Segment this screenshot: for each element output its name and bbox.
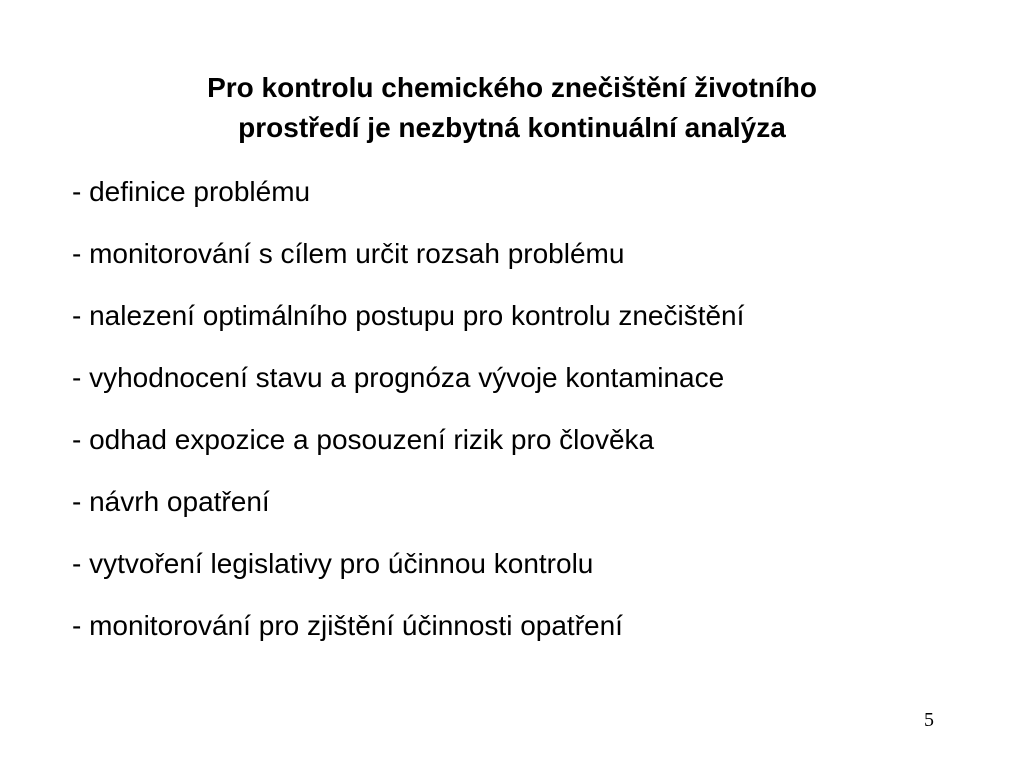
bullet-item: - odhad expozice a posouzení rizik pro člověka: [72, 424, 655, 455]
bullet-item: - vyhodnocení stavu a prognóza vývoje kontaminace: [72, 362, 725, 393]
bullet-item: - monitorování s cílem určit rozsah problému: [72, 238, 625, 269]
bullet-item: - monitorování pro zjištění účinnosti opatření: [72, 610, 623, 641]
title-line-1: Pro kontrolu chemického znečištění životního: [207, 72, 817, 103]
page-number: 5: [924, 709, 934, 731]
slide-title: [0, 68, 1024, 148]
bullet-item: - nalezení optimálního postupu pro kontrolu znečištění: [72, 300, 745, 331]
title-line-2: prostředí je nezbytná kontinuální analýza: [238, 112, 786, 143]
bullet-item: - vytvoření legislativy pro účinnou kontrolu: [72, 548, 594, 579]
bullet-item: - definice problému: [72, 176, 311, 207]
bullet-item: - návrh opatření: [72, 486, 270, 517]
bullet-list: [72, 172, 744, 668]
